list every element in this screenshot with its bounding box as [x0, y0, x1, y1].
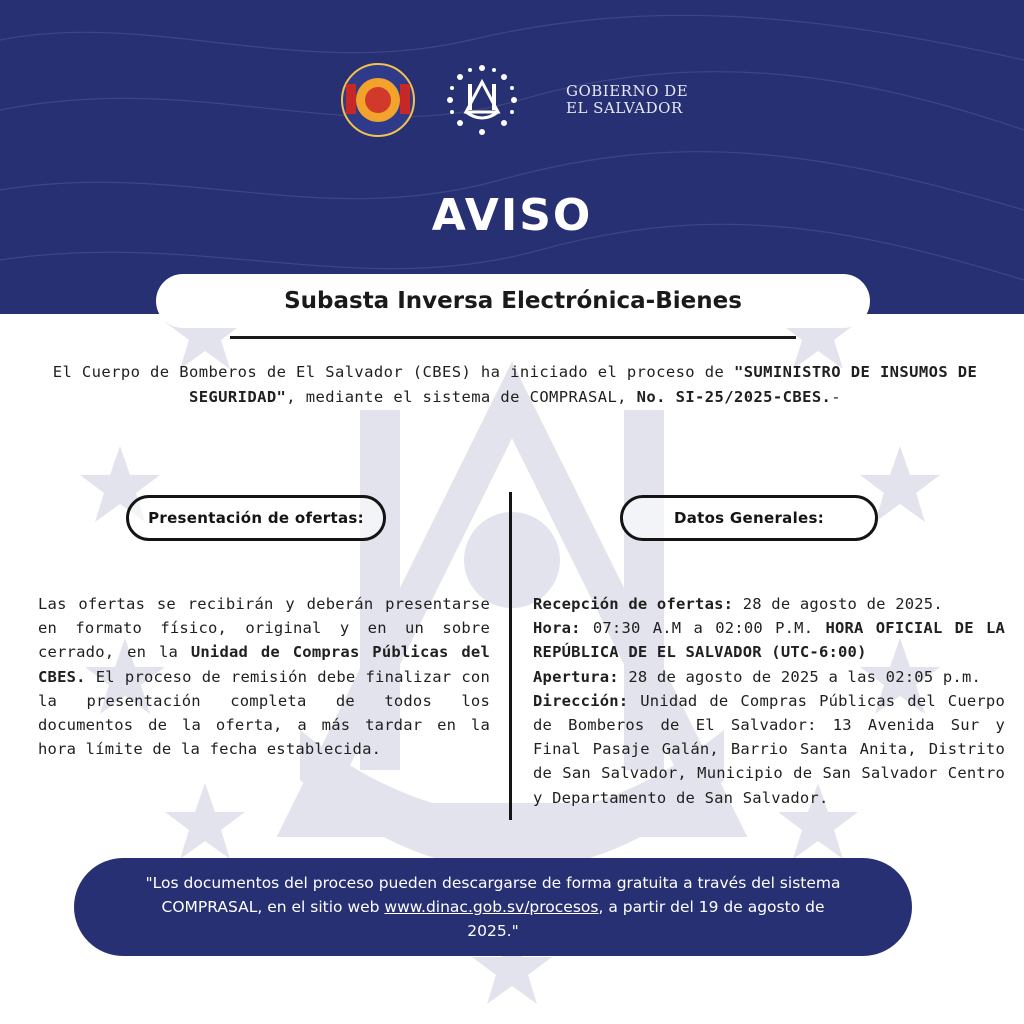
- intro-text-1: El Cuerpo de Bomberos de El Salvador (CBES) ha iniciado el proceso de: [52, 363, 734, 381]
- general-data-heading: Datos Generales:: [673, 509, 825, 527]
- compras-link[interactable]: www.dinac.gob.sv/procesos: [384, 898, 599, 916]
- hora-label: Hora:: [533, 619, 581, 638]
- offers-heading-pill: [126, 495, 386, 541]
- offers-paragraph: [38, 592, 490, 761]
- general-data-block: [533, 592, 1005, 810]
- title-underline: [230, 336, 796, 339]
- recepcion-line: [533, 592, 1005, 616]
- intro-text-3: -: [831, 388, 842, 406]
- direccion-line: [533, 689, 1005, 810]
- footer-text: [134, 871, 852, 943]
- national-seal-logo: [444, 62, 520, 138]
- intro-text-2: , mediante el sistema de COMPRASAL,: [286, 388, 637, 406]
- direccion-value: Unidad de Compras Públicas del Cuerpo de Bomberos de El Salvador: 13 Avenida Sur y Final Pasaje Galán, Barrio Santa Anita, Distrito de San Salvador, Municipio de San Salvador Centro y Departamento de San Salvador.: [533, 691, 1005, 807]
- column-divider: [509, 492, 512, 820]
- bomberos-logo: [340, 62, 416, 138]
- logo-row: [340, 60, 688, 140]
- government-wordmark: [566, 83, 688, 117]
- recepcion-value: 28 de agosto de 2025.: [733, 595, 943, 613]
- offers-unit: Unidad de Compras Públicas del CBES.: [38, 643, 490, 686]
- general-data-heading-pill: [620, 495, 878, 541]
- page-title: Subasta Inversa Electrónica-Bienes: [284, 288, 742, 314]
- texture-pattern: [0, 0, 1024, 314]
- apertura-label: Apertura:: [533, 667, 619, 686]
- footer-text-1: "Los documentos del proceso pueden descargarse de forma gratuita a través del sistema COMPRASAL, en el sitio web: [145, 874, 841, 916]
- recepcion-label: Recepción de ofertas:: [533, 595, 734, 613]
- aviso-heading: AVISO: [431, 190, 593, 241]
- footer-text-2: , a partir del 19 de agosto de 2025.": [467, 898, 825, 940]
- offers-text-2: El proceso de remisión debe finalizar con la presentación completa de todos los documentos de la oferta, a más tardar en la hora límite de la fecha establecida.: [38, 667, 490, 759]
- offers-text-1: Las ofertas se recibirán y deberán presentarse en formato físico, original y en un sobre cerrado, en la: [38, 595, 490, 662]
- hora-oficial: HORA OFICIAL DE LA REPÚBLICA DE EL SALVADOR (UTC-6:00): [533, 619, 1006, 662]
- gov-line-2: EL SALVADOR: [566, 99, 683, 117]
- header-band: [0, 0, 1024, 314]
- title-pill: [156, 274, 870, 328]
- process-number: No. SI-25/2025-CBES.: [636, 388, 832, 406]
- apertura-line: [533, 665, 1005, 689]
- process-name: "SUMINISTRO DE INSUMOS DE SEGURIDAD": [188, 363, 978, 406]
- gov-line-1: GOBIERNO DE: [566, 82, 689, 100]
- hora-value: 07:30 A.M a 02:00 P.M.: [580, 619, 826, 638]
- footer-banner: [74, 858, 912, 956]
- offers-heading: Presentación de ofertas:: [148, 509, 364, 527]
- direccion-label: Dirección:: [533, 691, 629, 710]
- apertura-value: 28 de agosto de 2025 a las 02:05 p.m.: [618, 667, 982, 686]
- intro-paragraph: [40, 360, 990, 410]
- hora-line: [533, 616, 1005, 664]
